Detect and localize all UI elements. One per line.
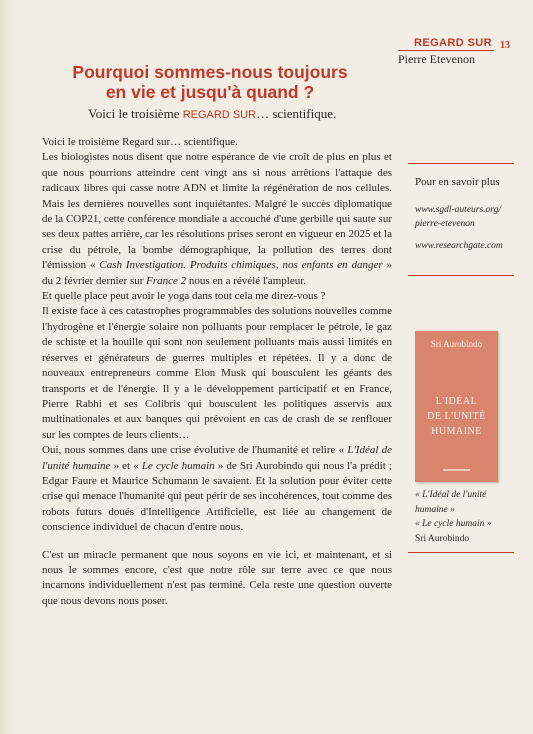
author-name: Pierre Etevenon (398, 52, 475, 66)
title-line-2: en vie et jusqu'à quand ? (105, 82, 315, 102)
book-cover-title: DE L'UNITÉ (427, 411, 486, 422)
text-span: Les biologistes nous disent que notre espérance de vie croît de plus en plus et que nous pourrions atteindre cent vingt ans si nous arrêtions l'attaque des radicaux libres qui casse notre ADN et limite la régénération de nos cellules. Mais les dernières nouvelles sont inquiétantes. Malgré le succès diplomatique de la COP21, cette conférence mondiale a accouché d'une gerbille qui saute sur ses deux pattes arrière, car les résolutions prises seront en vigueur en 2025 et la crise du pétrole, la bombe démographique, la pollution des terres dont l'émission « (42, 151, 392, 272)
text-span: » de Sri Aurobindo qui nous l'a prédit ; Edgar Faure et Maurice Schumann le savaient. Et la solution pour éviter cette crise qui menace l'humanité qui peut périr de ses incohérences, tout comme des robots futurs doués d'Intelligence Artificielle, est liée au changement de conscience individuel de chacun d'entre nous. (42, 459, 392, 534)
text-span: » du 2 février dernier sur (42, 259, 392, 287)
article-subtitle (88, 106, 336, 122)
link-line: pierre-etevenon (415, 219, 475, 229)
book-caption (415, 488, 492, 546)
text-span: » et « (110, 459, 142, 472)
caption-line: « Le cycle humain » (415, 519, 492, 529)
paragraph (42, 150, 392, 289)
subtitle-text-after: … scientifique. (256, 106, 337, 121)
caption-author: Sri Aurobindo (415, 533, 470, 544)
book-cover-author: Sri Aurobindo (430, 339, 483, 349)
text-span: Oui, nous sommes dans une crise évolutive de l'humanité et relire « (42, 444, 348, 457)
book-cover-ornament (415, 469, 498, 473)
header-rule (398, 50, 494, 51)
sidebar-rule-mid (408, 275, 514, 276)
emphasis: Cash Investigation. Produits chimiques, nos enfants en danger (99, 259, 383, 272)
subtitle-keyword: REGARD SUR (182, 109, 257, 121)
paragraph: Il existe face à ces catastrophes programmables des solutions nouvelles comme l'hydrogène et l'énergie solaire non polluants pour remplacer le pétrole, le gaz de schiste et la houille qui sont non seulement polluants mais aussi limités en réserves et générateurs de guerres multiples et répétées. Il y a donc de nouveaux entrepreneurs comme Elon Musk qui bousculent les géants des transports et de l'énergie. Il y a le développement participatif et en France, Pierre Rabhi et ses Colibris qui bousculent les politiques asservis aux multinationales et aux banques qui prévoient en cas de crash de se renflouer sur les comptes de leurs clients… (42, 305, 392, 441)
emphasis: L'Idéal de l'unité humaine (42, 444, 392, 472)
paragraph: Voici le troisième Regard sur… scientifique. (42, 136, 238, 148)
paragraph-gap (42, 536, 392, 548)
book-cover-image (415, 331, 498, 482)
book-cover-title: HUMAINE (431, 426, 482, 437)
caption-line: « L'Idéal de l'unité (415, 490, 487, 500)
paragraph (42, 443, 392, 535)
title-line-1: Pourquoi sommes-nous toujours (72, 62, 348, 82)
subtitle-text-before: Voici le troisième (88, 106, 180, 121)
caption-line: humaine » (415, 504, 455, 515)
sidebar-rule-bottom (408, 552, 514, 553)
sgdl-link[interactable] (415, 203, 501, 231)
researchgate-link[interactable]: www.researchgate.com (415, 241, 503, 251)
sidebar-rule-top (408, 163, 514, 164)
article-body (42, 135, 392, 609)
book-cover-title: L'IDÉAL (435, 396, 478, 407)
emphasis: France 2 (146, 274, 187, 287)
emphasis: Le cycle humain (141, 459, 215, 472)
page-number: 13 (500, 40, 510, 51)
article-title (40, 62, 380, 102)
link-line: www.sgdl-auteurs.org/ (415, 205, 502, 215)
section-label: REGARD SUR (414, 37, 492, 49)
paragraph: C'est un miracle permanent que nous soyons en vie ici, et maintenant, et si nous le sommes encore, c'est que notre rôle sur terre avec ce que nous incarnons individuellement n'est pas terminé. Cela reste une question ouverte que nous devons nous poser. (42, 548, 392, 607)
text-span: nous en a révélé l'ampleur. (186, 274, 307, 287)
more-info-title: Pour en savoir plus (415, 176, 500, 188)
paragraph: Et quelle place peut avoir le yoga dans tout cela me direz-vous ? (42, 290, 326, 303)
